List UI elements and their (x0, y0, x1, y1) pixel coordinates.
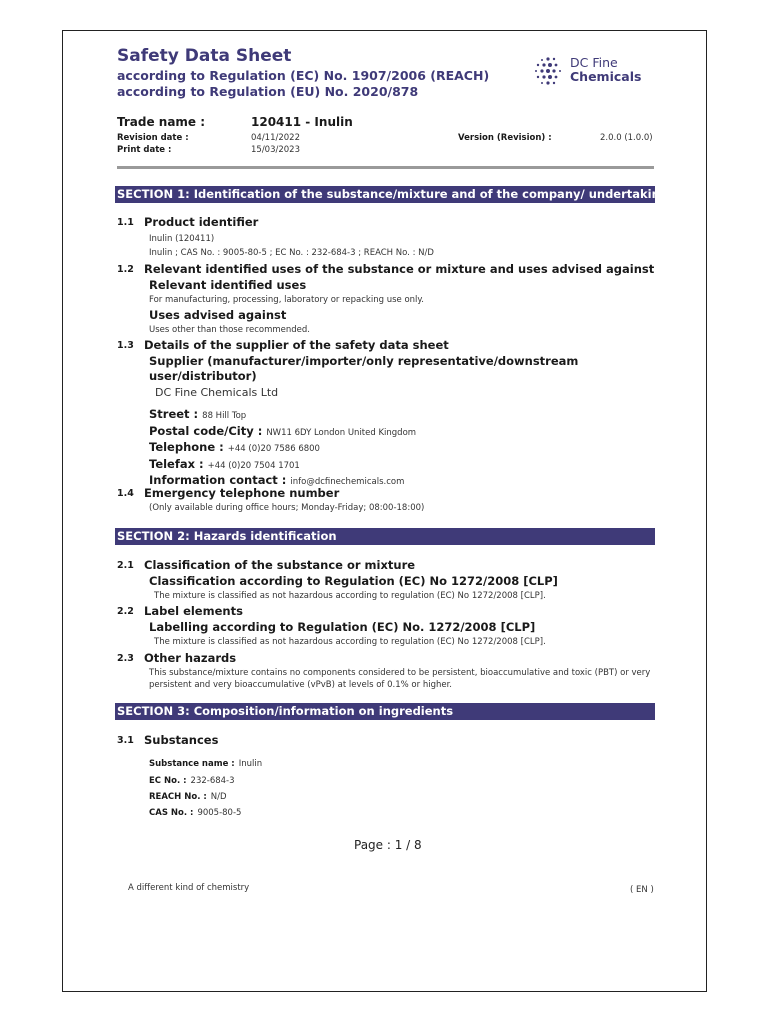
s1-1-title: Product identifier (144, 215, 259, 229)
s2-2-title: Label elements (144, 604, 243, 618)
s1-1-line-2: Inulin ; CAS No. : 9005-80-5 ; EC No. : 232-684-3 ; REACH No. : N/D (149, 248, 434, 258)
telefax-value: +44 (0)20 7504 1701 (207, 461, 300, 471)
telephone-label: Telephone : (149, 440, 224, 454)
logo-wordmark: DC Fine Chemicals (570, 55, 642, 84)
print-date-label: Print date : (117, 145, 172, 155)
s1-2-sub-2-text: Uses other than those recommended. (149, 325, 310, 335)
revision-date-value: 04/11/2022 (251, 133, 300, 143)
telephone-value: +44 (0)20 7586 6800 (227, 444, 320, 454)
s2-3-text-2: persistent and very bioaccumulative (vPvB) at levels of 0.1% or higher. (149, 680, 452, 690)
s1-3-title: Details of the supplier of the safety data sheet (144, 338, 449, 352)
section-1-header: SECTION 1: Identification of the substance/mixture and of the company/ undertaking (117, 187, 669, 201)
s2-2-sub: Labelling according to Regulation (EC) No. 1272/2008 [CLP] (149, 620, 536, 634)
s3-1-title: Substances (144, 733, 219, 747)
street-label: Street : (149, 407, 199, 421)
trade-name-value: 120411 - Inulin (251, 115, 353, 129)
s1-4-text: (Only available during office hours; Monday-Friday; 08:00-18:00) (149, 503, 425, 513)
s1-3-sub-line-1: Supplier (manufacturer/importer/only representative/downstream (149, 354, 579, 368)
revision-date-label: Revision date : (117, 133, 189, 143)
s1-1-line-1: Inulin (120411) (149, 234, 215, 244)
cas-number-label: CAS No. : (149, 808, 194, 818)
postal-label: Postal code/City : (149, 424, 263, 438)
street-value: 88 Hill Top (202, 411, 247, 421)
substance-name-label: Substance name : (149, 759, 235, 769)
substance-name-value: Inulin (238, 759, 263, 769)
footer-language: ( EN ) (630, 885, 654, 895)
s2-2-number: 2.2 (117, 606, 134, 617)
cas-number-value: 9005-80-5 (197, 808, 242, 818)
trade-name-label: Trade name : (117, 115, 206, 129)
s1-2-sub-1: Relevant identified uses (149, 278, 307, 292)
s2-3-number: 2.3 (117, 653, 134, 664)
version-label: Version (Revision) : (458, 133, 552, 143)
cas-number-row (149, 800, 241, 819)
document-title: Safety Data Sheet (117, 46, 292, 66)
s2-2-text: The mixture is classified as not hazardous according to regulation (EC) No 1272/2008 [CLP]. (154, 637, 546, 647)
s1-3-sub-line-2: user/distributor) (149, 369, 257, 383)
molecule-dots-icon (534, 56, 566, 86)
regulation-line-2: according to Regulation (EU) No. 2020/878 (117, 84, 419, 99)
s2-1-sub: Classification according to Regulation (EC) No 1272/2008 [CLP] (149, 574, 558, 588)
s2-1-title: Classification of the substance or mixture (144, 558, 416, 572)
reach-number-value: N/D (210, 792, 227, 802)
section-3-header: SECTION 3: Composition/information on ingredients (115, 703, 655, 720)
s1-4-title: Emergency telephone number (144, 486, 340, 500)
s1-2-sub-1-text: For manufacturing, processing, laboratory or repacking use only. (149, 295, 424, 305)
company-logo (534, 56, 649, 88)
telefax-label: Telefax : (149, 457, 204, 471)
s1-2-number: 1.2 (117, 264, 134, 275)
version-value: 2.0.0 (1.0.0) (600, 133, 653, 143)
regulation-line-1: according to Regulation (EC) No. 1907/2006 (REACH) (117, 68, 490, 83)
s2-1-text: The mixture is classified as not hazardous according to regulation (EC) No 1272/2008 [CLP]. (154, 591, 546, 601)
print-date-value: 15/03/2023 (251, 145, 300, 155)
s2-3-title: Other hazards (144, 651, 237, 665)
s1-1-number: 1.1 (117, 217, 134, 228)
info-contact-label: Information contact : (149, 473, 287, 487)
footer-tagline: A different kind of chemistry (128, 883, 250, 893)
page-number: Page : 1 / 8 (354, 838, 422, 852)
s1-2-title: Relevant identified uses of the substance or mixture and uses advised against (144, 262, 655, 276)
s1-4-number: 1.4 (117, 488, 134, 499)
s1-2-sub-2: Uses advised against (149, 308, 287, 322)
ec-number-value: 232-684-3 (190, 776, 235, 786)
ec-number-label: EC No. : (149, 776, 187, 786)
postal-value: NW11 6DY London United Kingdom (266, 428, 417, 438)
s2-3-text-1: This substance/mixture contains no components considered to be persistent, bioaccumulative and toxic (PBT) or very (149, 668, 651, 678)
section-2-header: SECTION 2: Hazards identification (115, 528, 655, 545)
reach-number-label: REACH No. : (149, 792, 207, 802)
s3-1-number: 3.1 (117, 735, 134, 746)
info-contact-email[interactable]: info@dcfinechemicals.com (290, 477, 405, 487)
company-name: DC Fine Chemicals Ltd (155, 386, 279, 399)
s1-3-number: 1.3 (117, 340, 134, 351)
header-divider (117, 166, 654, 169)
s2-1-number: 2.1 (117, 560, 134, 571)
